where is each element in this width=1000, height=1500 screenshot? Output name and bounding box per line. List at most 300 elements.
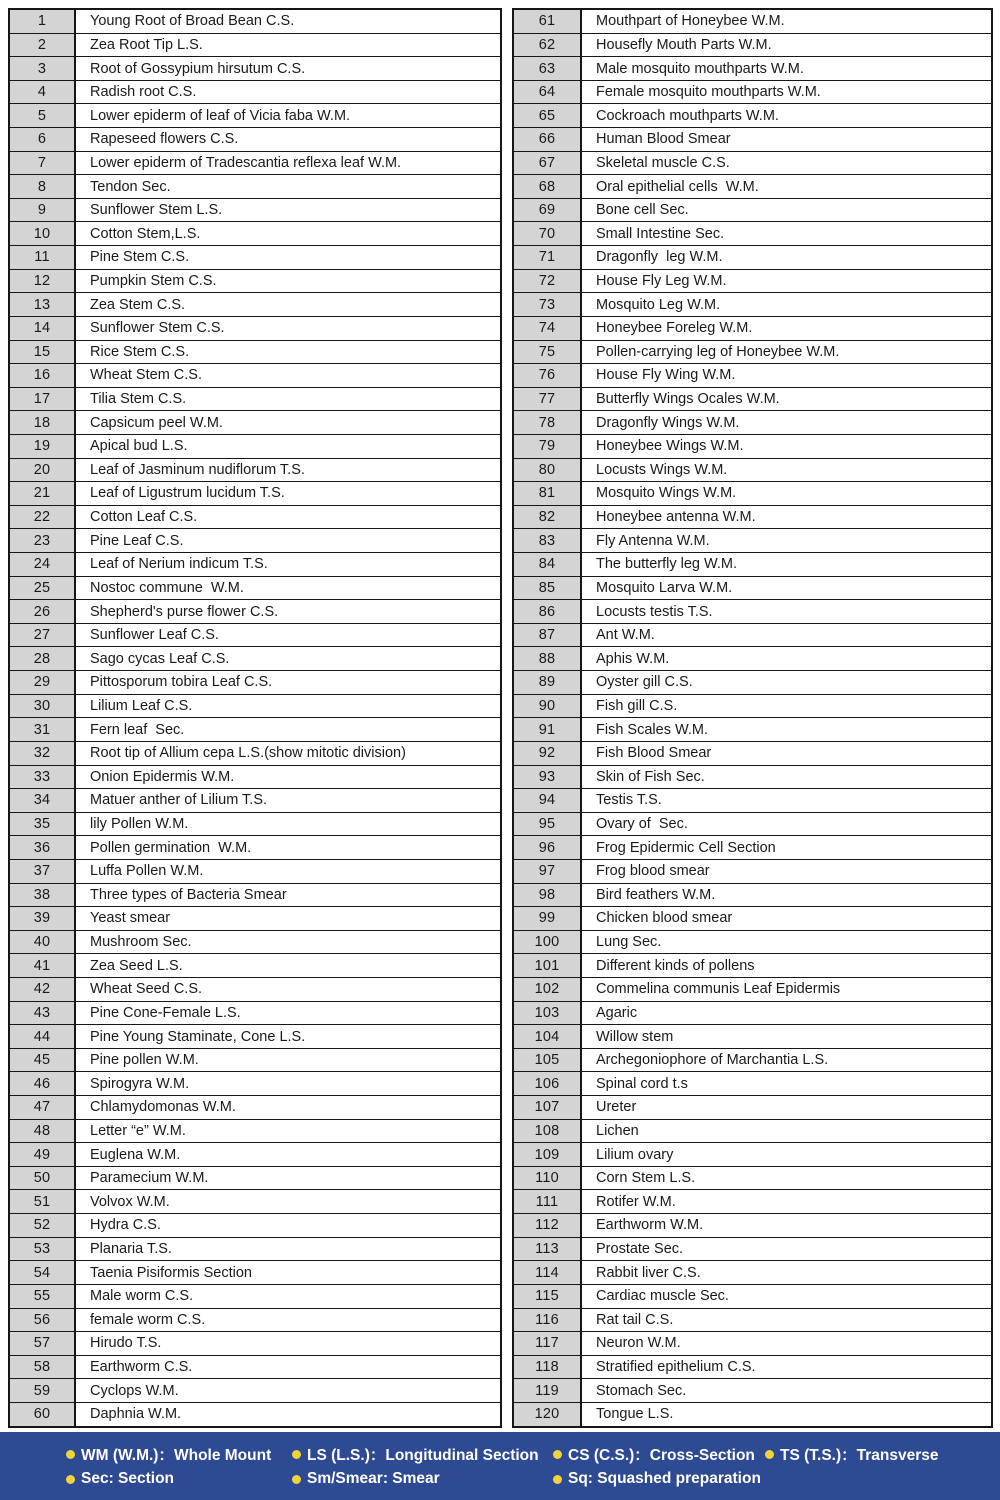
- row-number: 51: [10, 1190, 76, 1213]
- table-row: [514, 1355, 991, 1379]
- row-number: 112: [514, 1214, 582, 1237]
- table-row: [10, 316, 500, 340]
- row-label: Small Intestine Sec.: [596, 225, 725, 242]
- row-number: 61: [514, 10, 582, 33]
- table-row: [10, 717, 500, 741]
- table-row: [10, 812, 500, 836]
- table-row: [10, 1142, 500, 1166]
- table-row: [10, 765, 500, 789]
- row-number: 7: [10, 152, 76, 175]
- row-label: Young Root of Broad Bean C.S.: [90, 13, 295, 30]
- row-number: 21: [10, 482, 76, 505]
- row-label: Dragonfly leg W.M.: [596, 249, 723, 266]
- row-number: 62: [514, 34, 582, 57]
- row-label: Locusts Wings W.M.: [596, 461, 728, 478]
- row-number: 77: [514, 388, 582, 411]
- table-row: [10, 1331, 500, 1355]
- row-label: Oyster gill C.S.: [596, 674, 693, 691]
- table-row: [10, 340, 500, 364]
- row-number: 81: [514, 482, 582, 505]
- table-row: [10, 930, 500, 954]
- row-number: 67: [514, 152, 582, 175]
- specimen-table-right: [512, 8, 993, 1428]
- row-number: 96: [514, 836, 582, 859]
- table-row: [514, 198, 991, 222]
- row-number: 108: [514, 1120, 582, 1143]
- row-number: 54: [10, 1261, 76, 1284]
- row-label: Bone cell Sec.: [596, 202, 689, 219]
- table-row: [514, 1001, 991, 1025]
- table-row: [514, 33, 991, 57]
- table-row: [514, 906, 991, 930]
- row-number: 36: [10, 836, 76, 859]
- row-label: Leaf of Ligustrum lucidum T.S.: [90, 485, 285, 502]
- row-label: Testis T.S.: [596, 792, 662, 809]
- table-row: [514, 812, 991, 836]
- table-row: [514, 1284, 991, 1308]
- row-label: Frog blood smear: [596, 863, 710, 880]
- legend-item-ls: [292, 1443, 553, 1465]
- table-row: [514, 80, 991, 104]
- row-number: 28: [10, 647, 76, 670]
- table-row: [514, 599, 991, 623]
- row-label: Luffa Pollen W.M.: [90, 863, 204, 880]
- row-label: Skeletal muscle C.S.: [596, 154, 730, 171]
- row-number: 55: [10, 1285, 76, 1308]
- bullet-icon: [553, 1450, 562, 1459]
- row-number: 33: [10, 766, 76, 789]
- row-number: 90: [514, 695, 582, 718]
- table-row: [10, 151, 500, 175]
- row-label: Neuron W.M.: [596, 1335, 681, 1352]
- row-label: Pumpkin Stem C.S.: [90, 273, 217, 289]
- row-number: 30: [10, 695, 76, 718]
- row-label: Rapeseed flowers C.S.: [90, 131, 239, 148]
- table-row: [514, 670, 991, 694]
- table-row: [514, 1308, 991, 1332]
- table-row: [10, 953, 500, 977]
- table-row: [10, 1119, 500, 1143]
- row-number: 26: [10, 600, 76, 623]
- row-label: Onion Epidermis W.M.: [90, 768, 235, 785]
- row-number: 18: [10, 411, 76, 434]
- table-row: [10, 788, 500, 812]
- table-row: [514, 1119, 991, 1143]
- row-label: Tongue L.S.: [596, 1406, 674, 1423]
- row-number: 113: [514, 1238, 582, 1261]
- row-label: Lilium Leaf C.S.: [90, 697, 193, 714]
- row-label: House Fly Leg W.M.: [596, 273, 727, 289]
- row-number: 16: [10, 364, 76, 387]
- row-label: Sunflower Leaf C.S.: [90, 627, 219, 644]
- row-number: 80: [514, 459, 582, 482]
- legend-grid: [0, 1432, 1000, 1488]
- row-number: 29: [10, 671, 76, 694]
- row-label: Spirogyra W.M.: [90, 1075, 190, 1092]
- bullet-icon: [292, 1475, 301, 1484]
- row-label: Earthworm W.M.: [596, 1217, 704, 1234]
- legend-item-cs: [553, 1443, 765, 1465]
- row-number: 105: [514, 1049, 582, 1072]
- row-label: Matuer anther of Lilium T.S.: [90, 792, 268, 809]
- table-row: [10, 505, 500, 529]
- table-row: [514, 505, 991, 529]
- table-row: [514, 292, 991, 316]
- row-number: 69: [514, 199, 582, 222]
- row-label: Ureter: [596, 1099, 637, 1116]
- row-label: Chicken blood smear: [596, 910, 733, 927]
- row-number: 88: [514, 647, 582, 670]
- row-label: Three types of Bacteria Smear: [90, 886, 287, 903]
- row-label: Fern leaf Sec.: [90, 721, 185, 738]
- table-row: [10, 387, 500, 411]
- table-row: [10, 1071, 500, 1095]
- row-number: 58: [10, 1356, 76, 1379]
- row-number: 95: [514, 813, 582, 836]
- row-label: Pine pollen W.M.: [90, 1052, 199, 1069]
- row-number: 85: [514, 577, 582, 600]
- table-row: [10, 10, 500, 33]
- table-row: [10, 292, 500, 316]
- row-number: 119: [514, 1379, 582, 1402]
- row-number: 34: [10, 789, 76, 812]
- row-label: Cockroach mouthparts W.M.: [596, 107, 779, 124]
- legend-item-sq: [553, 1470, 765, 1488]
- row-label: Paramecium W.M.: [90, 1170, 209, 1187]
- table-row: [514, 741, 991, 765]
- table-row: [10, 1260, 500, 1284]
- table-row: [514, 576, 991, 600]
- row-number: 38: [10, 884, 76, 907]
- table-row: [514, 10, 991, 33]
- table-row: [514, 1095, 991, 1119]
- table-row: [514, 245, 991, 269]
- row-label: Lung Sec.: [596, 934, 662, 951]
- row-number: 35: [10, 813, 76, 836]
- row-label: Lower epiderm of leaf of Vicia faba W.M.: [90, 107, 351, 124]
- table-row: [10, 80, 500, 104]
- table-row: [514, 528, 991, 552]
- row-label: Tendon Sec.: [90, 178, 171, 195]
- row-label: Prostate Sec.: [596, 1240, 684, 1257]
- legend-label: Sec: Section: [81, 1470, 175, 1487]
- row-number: 57: [10, 1332, 76, 1355]
- row-number: 106: [514, 1072, 582, 1095]
- row-label: Radish root C.S.: [90, 84, 197, 101]
- table-row: [10, 1095, 500, 1119]
- table-row: [10, 410, 500, 434]
- row-label: Nostoc commune W.M.: [90, 579, 244, 596]
- row-label: Mosquito Wings W.M.: [596, 485, 737, 502]
- table-row: [10, 56, 500, 80]
- row-label: Stomach Sec.: [596, 1382, 687, 1399]
- table-row: [514, 174, 991, 198]
- table-row: [10, 599, 500, 623]
- legend-footer: [0, 1432, 1000, 1500]
- row-number: 92: [514, 742, 582, 765]
- table-row: [10, 623, 500, 647]
- row-label: Spinal cord t.s: [596, 1075, 688, 1092]
- row-number: 27: [10, 624, 76, 647]
- row-number: 70: [514, 222, 582, 245]
- table-row: [514, 410, 991, 434]
- row-label: Volvox W.M.: [90, 1193, 170, 1210]
- table-row: [10, 434, 500, 458]
- table-row: [10, 694, 500, 718]
- row-label: Wheat Stem C.S.: [90, 367, 203, 384]
- table-row: [10, 363, 500, 387]
- row-label: Butterfly Wings Ocales W.M.: [596, 391, 780, 408]
- row-number: 42: [10, 978, 76, 1001]
- row-number: 93: [514, 766, 582, 789]
- table-row: [10, 269, 500, 293]
- row-number: 53: [10, 1238, 76, 1261]
- row-number: 104: [514, 1025, 582, 1048]
- row-number: 84: [514, 553, 582, 576]
- row-label: Shepherd's purse flower C.S.: [90, 603, 279, 620]
- table-row: [514, 1142, 991, 1166]
- row-number: 87: [514, 624, 582, 647]
- row-number: 86: [514, 600, 582, 623]
- row-label: Male mosquito mouthparts W.M.: [596, 60, 804, 77]
- table-row: [10, 1189, 500, 1213]
- row-label: Corn Stem L.S.: [596, 1170, 696, 1187]
- row-label: Root of Gossypium hirsutum C.S.: [90, 60, 306, 77]
- row-label: Ant W.M.: [596, 627, 655, 644]
- row-label: Pollen germination W.M.: [90, 839, 252, 856]
- table-row: [514, 552, 991, 576]
- table-row: [514, 1331, 991, 1355]
- row-label: Zea Seed L.S.: [90, 957, 183, 974]
- table-row: [10, 1402, 500, 1426]
- row-label: Male worm C.S.: [90, 1288, 194, 1305]
- table-row: [514, 1378, 991, 1402]
- table-row: [514, 1402, 991, 1426]
- table-row: [10, 1355, 500, 1379]
- row-label: Daphnia W.M.: [90, 1406, 182, 1423]
- legend-item-sec: [66, 1470, 292, 1488]
- row-label: Mushroom Sec.: [90, 934, 192, 951]
- row-label: Commelina communis Leaf Epidermis: [596, 981, 841, 998]
- row-number: 13: [10, 293, 76, 316]
- table-row: [10, 576, 500, 600]
- row-number: 82: [514, 506, 582, 529]
- row-number: 31: [10, 718, 76, 741]
- row-number: 68: [514, 175, 582, 198]
- row-number: 118: [514, 1356, 582, 1379]
- table-row: [10, 552, 500, 576]
- row-label: Cardiac muscle Sec.: [596, 1288, 729, 1305]
- row-label: Mouthpart of Honeybee W.M.: [596, 13, 785, 30]
- row-number: 48: [10, 1120, 76, 1143]
- row-number: 24: [10, 553, 76, 576]
- table-row: [10, 1284, 500, 1308]
- table-row: [10, 1308, 500, 1332]
- row-label: Leaf of Nerium indicum T.S.: [90, 556, 268, 573]
- row-label: Earthworm C.S.: [90, 1359, 193, 1376]
- row-number: 102: [514, 978, 582, 1001]
- row-label: Rat tail C.S.: [596, 1311, 674, 1328]
- row-number: 114: [514, 1261, 582, 1284]
- bullet-icon: [765, 1450, 774, 1459]
- row-number: 110: [514, 1167, 582, 1190]
- row-label: Cyclops W.M.: [90, 1382, 179, 1399]
- row-label: Fish Scales W.M.: [596, 721, 708, 738]
- row-label: Human Blood Smear: [596, 131, 731, 148]
- table-row: [10, 528, 500, 552]
- row-label: Mosquito Larva W.M.: [596, 579, 733, 596]
- bullet-icon: [292, 1450, 301, 1459]
- row-number: 49: [10, 1143, 76, 1166]
- table-row: [514, 127, 991, 151]
- row-label: Fish Blood Smear: [596, 745, 712, 762]
- row-number: 44: [10, 1025, 76, 1048]
- table-row: [514, 363, 991, 387]
- bullet-icon: [553, 1475, 562, 1484]
- table-row: [514, 1189, 991, 1213]
- table-row: [10, 741, 500, 765]
- table-row: [514, 1213, 991, 1237]
- row-number: 75: [514, 341, 582, 364]
- row-label: Oral epithelial cells W.M.: [596, 178, 759, 195]
- row-label: Tilia Stem C.S.: [90, 391, 187, 408]
- row-number: 39: [10, 907, 76, 930]
- legend-label: LS (L.S.)：Longitudinal Section: [307, 1447, 539, 1464]
- row-number: 9: [10, 199, 76, 222]
- row-label: The butterfly leg W.M.: [596, 556, 738, 573]
- row-number: 107: [514, 1096, 582, 1119]
- row-label: Planaria T.S.: [90, 1240, 172, 1257]
- table-row: [514, 221, 991, 245]
- row-number: 11: [10, 246, 76, 269]
- row-label: Chlamydomonas W.M.: [90, 1099, 236, 1116]
- row-number: 47: [10, 1096, 76, 1119]
- table-row: [10, 646, 500, 670]
- table-row: [10, 1001, 500, 1025]
- table-row: [514, 717, 991, 741]
- table-row: [514, 694, 991, 718]
- table-row: [514, 56, 991, 80]
- row-number: 115: [514, 1285, 582, 1308]
- row-number: 66: [514, 128, 582, 151]
- row-number: 120: [514, 1403, 582, 1426]
- row-label: lily Pollen W.M.: [90, 816, 189, 833]
- row-number: 50: [10, 1167, 76, 1190]
- row-label: Stratified epithelium C.S.: [596, 1359, 756, 1376]
- row-label: Taenia Pisiformis Section: [90, 1264, 252, 1281]
- table-row: [10, 1213, 500, 1237]
- row-number: 22: [10, 506, 76, 529]
- row-number: 91: [514, 718, 582, 741]
- row-label: Different kinds of pollens: [596, 957, 755, 974]
- row-number: 109: [514, 1143, 582, 1166]
- row-number: 46: [10, 1072, 76, 1095]
- row-number: 4: [10, 81, 76, 104]
- legend-item-wm: [66, 1443, 292, 1465]
- table-row: [10, 127, 500, 151]
- row-number: 99: [514, 907, 582, 930]
- specimen-table-left: [8, 8, 502, 1428]
- row-label: Housefly Mouth Parts W.M.: [596, 36, 772, 53]
- row-number: 83: [514, 529, 582, 552]
- row-label: Hirudo T.S.: [90, 1335, 162, 1352]
- table-row: [514, 835, 991, 859]
- row-label: Archegoniophore of Marchantia L.S.: [596, 1052, 829, 1069]
- row-number: 73: [514, 293, 582, 316]
- row-number: 72: [514, 270, 582, 293]
- row-number: 101: [514, 954, 582, 977]
- table-row: [514, 859, 991, 883]
- table-row: [514, 1237, 991, 1261]
- row-label: Pittosporum tobira Leaf C.S.: [90, 674, 273, 691]
- row-label: Pollen-carrying leg of Honeybee W.M.: [596, 343, 840, 360]
- bullet-icon: [66, 1475, 75, 1484]
- row-label: Euglena W.M.: [90, 1146, 181, 1163]
- table-row: [10, 33, 500, 57]
- row-label: Ovary of Sec.: [596, 816, 688, 833]
- row-number: 20: [10, 459, 76, 482]
- row-number: 117: [514, 1332, 582, 1355]
- row-label: Sago cycas Leaf C.S.: [90, 650, 230, 667]
- row-label: Fly Antenna W.M.: [596, 532, 710, 549]
- table-row: [10, 1378, 500, 1402]
- row-number: 89: [514, 671, 582, 694]
- row-label: Fish gill C.S.: [596, 697, 678, 714]
- row-number: 8: [10, 175, 76, 198]
- table-row: [514, 646, 991, 670]
- row-number: 19: [10, 435, 76, 458]
- row-number: 56: [10, 1309, 76, 1332]
- row-number: 98: [514, 884, 582, 907]
- row-number: 65: [514, 104, 582, 127]
- table-row: [10, 245, 500, 269]
- row-number: 25: [10, 577, 76, 600]
- row-label: Locusts testis T.S.: [596, 603, 713, 620]
- row-label: Frog Epidermic Cell Section: [596, 839, 776, 856]
- row-label: Honeybee antenna W.M.: [596, 509, 756, 526]
- table-row: [10, 859, 500, 883]
- row-number: 14: [10, 317, 76, 340]
- row-label: Lilium ovary: [596, 1146, 674, 1163]
- row-number: 23: [10, 529, 76, 552]
- table-row: [10, 458, 500, 482]
- row-number: 59: [10, 1379, 76, 1402]
- row-number: 52: [10, 1214, 76, 1237]
- row-label: Honeybee Wings W.M.: [596, 438, 744, 455]
- row-number: 40: [10, 931, 76, 954]
- table-row: [514, 316, 991, 340]
- table-row: [10, 174, 500, 198]
- row-label: Hydra C.S.: [90, 1217, 161, 1234]
- table-row: [514, 788, 991, 812]
- table-row: [514, 340, 991, 364]
- row-number: 6: [10, 128, 76, 151]
- row-number: 12: [10, 270, 76, 293]
- row-number: 76: [514, 364, 582, 387]
- table-row: [10, 1024, 500, 1048]
- table-row: [514, 1048, 991, 1072]
- row-number: 43: [10, 1002, 76, 1025]
- row-label: Mosquito Leg W.M.: [596, 296, 721, 313]
- row-label: Leaf of Jasminum nudiflorum T.S.: [90, 461, 305, 478]
- legend-label: CS (C.S.)：Cross-Section: [568, 1447, 755, 1464]
- row-label: Lower epiderm of Tradescantia reflexa leaf W.M.: [90, 154, 402, 171]
- row-label: Apical bud L.S.: [90, 438, 188, 455]
- row-number: 71: [514, 246, 582, 269]
- bullet-icon: [66, 1450, 75, 1459]
- row-label: House Fly Wing W.M.: [596, 367, 736, 384]
- row-number: 2: [10, 34, 76, 57]
